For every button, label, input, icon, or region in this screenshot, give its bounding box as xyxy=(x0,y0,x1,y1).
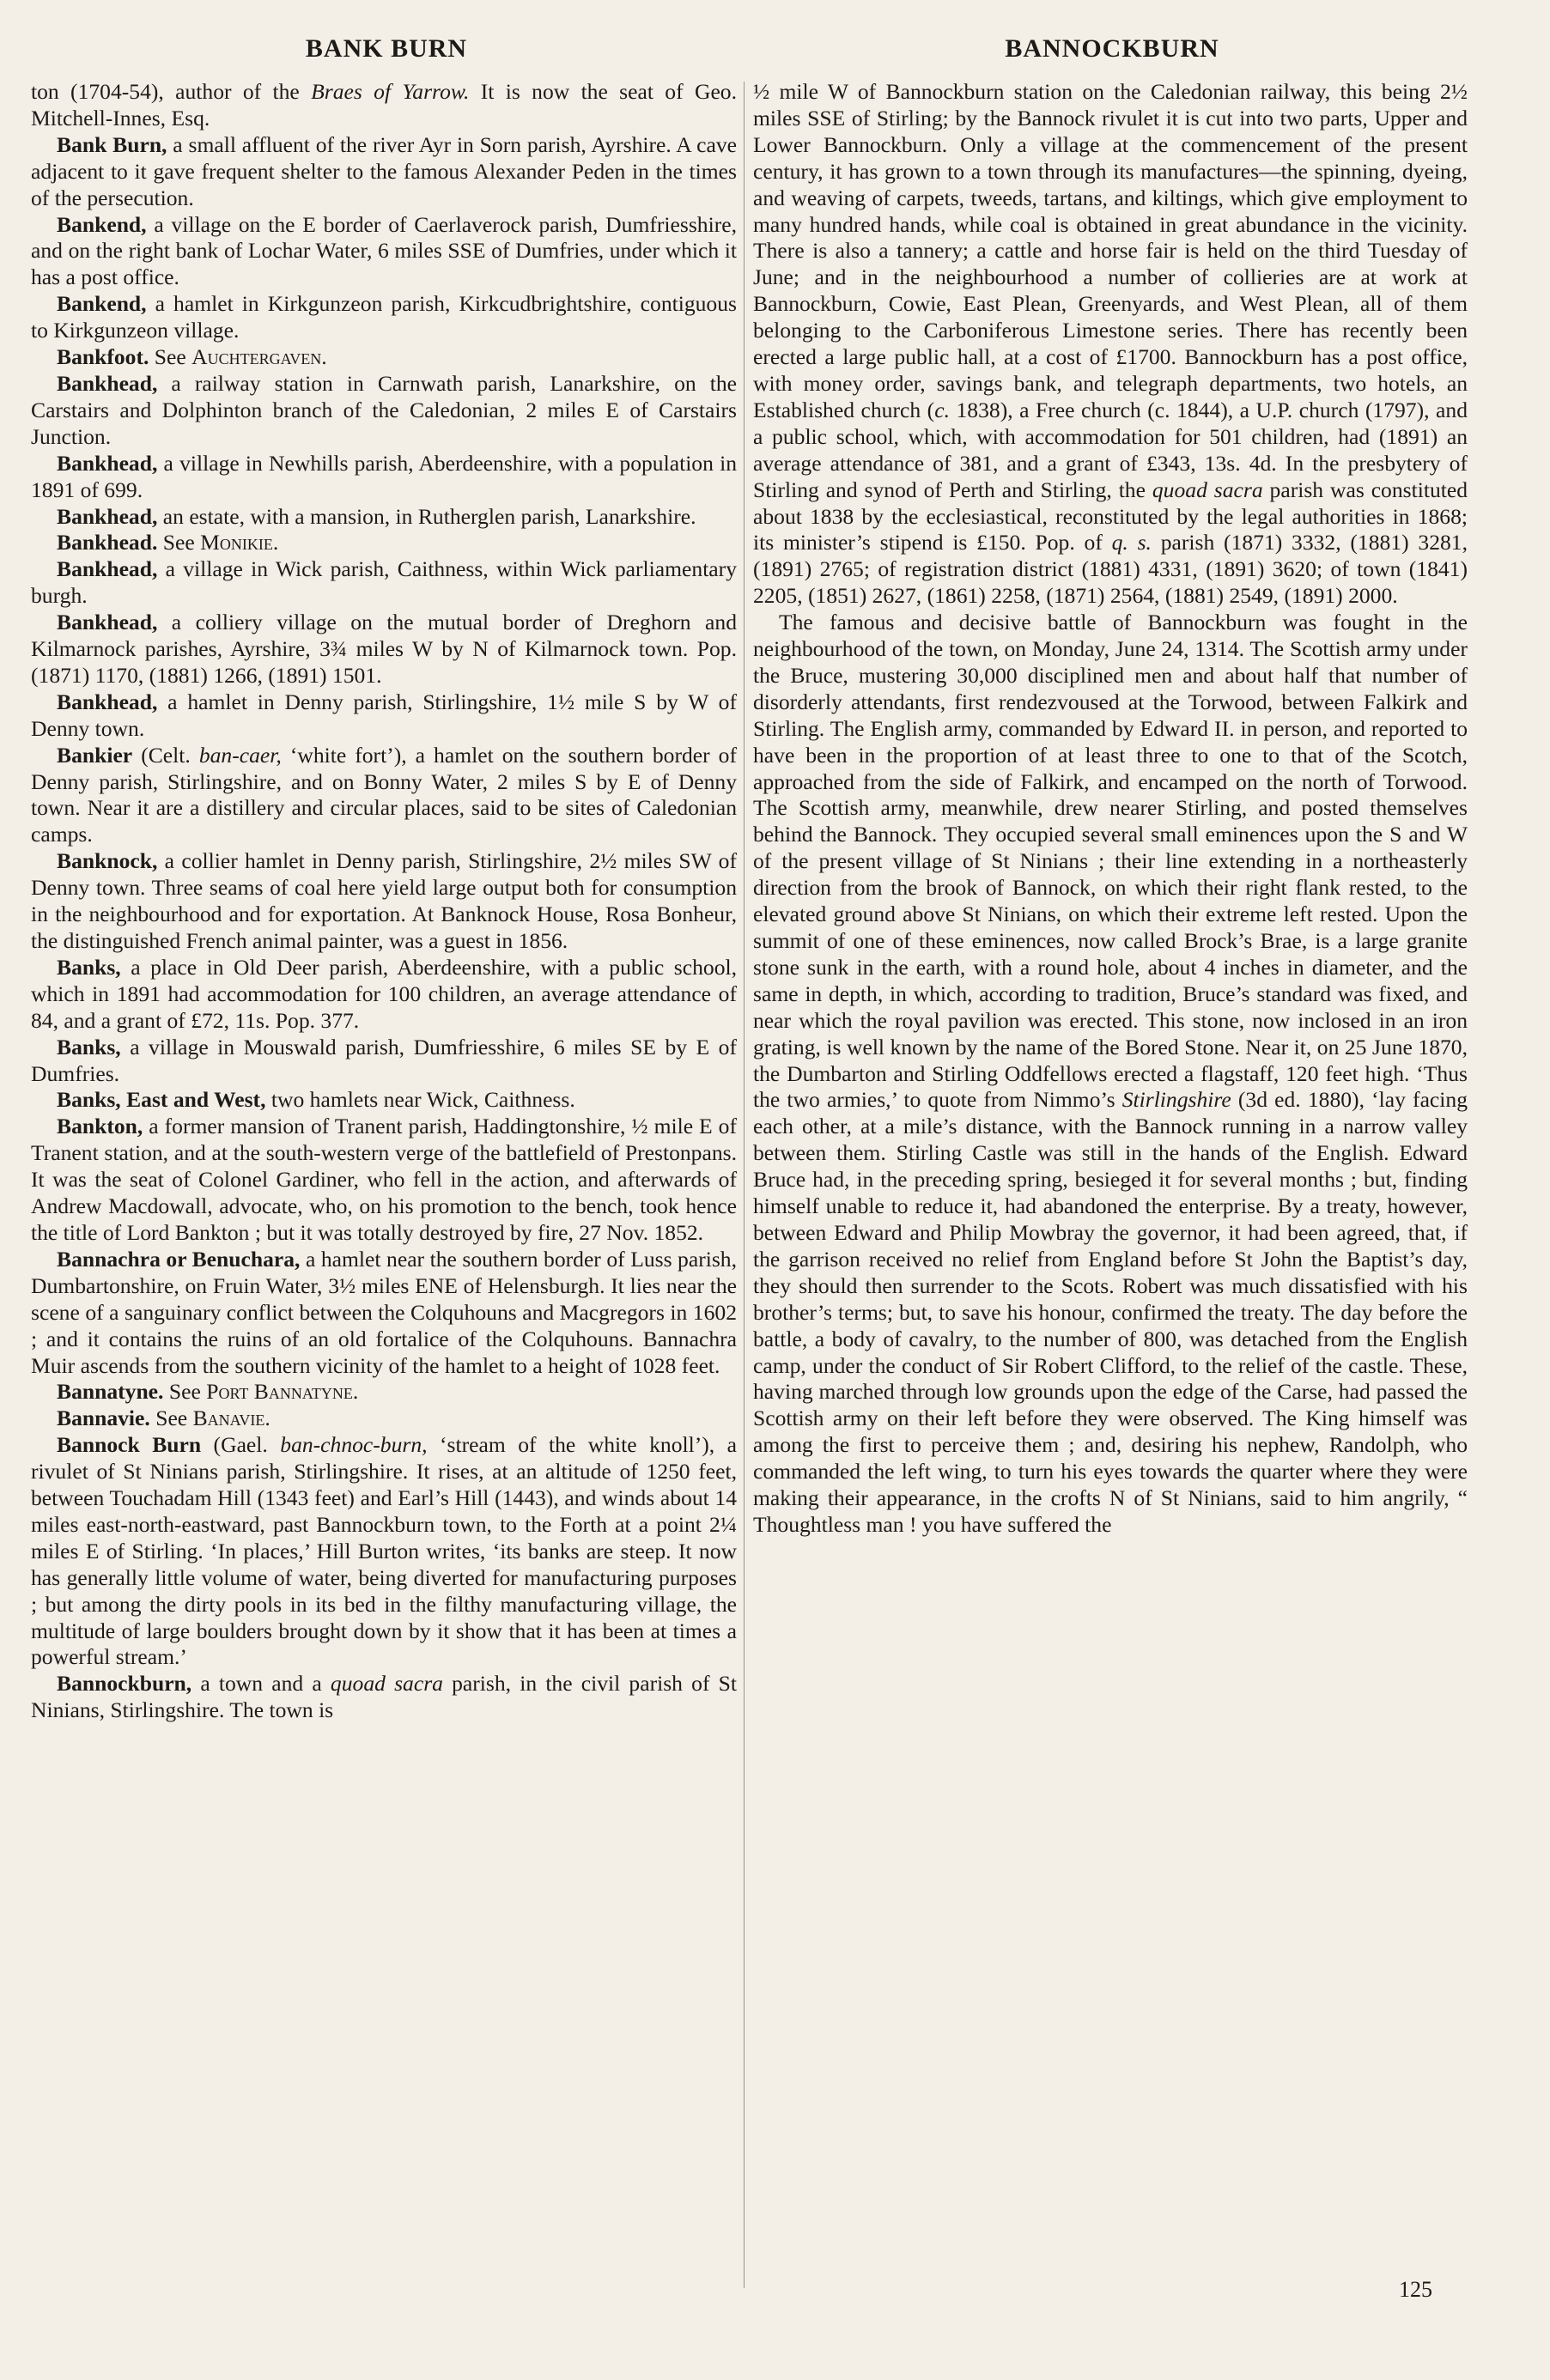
page-number: 125 xyxy=(1399,2277,1432,2302)
headword: Bannatyne. xyxy=(57,1379,164,1405)
headword: Bank Burn, xyxy=(57,131,167,157)
entry: Bannavie. See Banavie. xyxy=(57,1406,270,1431)
entry: Bankhead, a colliery village on the mutual border of Dreghorn and Kilmarnock parishes, Ayrshire, 3¾ miles W by N of Kilmarnock town. Pop. (1871) 1170, (1881) 1266, (1891) 1501. xyxy=(31,610,737,688)
entry: Bankend, a hamlet in Kirkgunzeon parish, Kirkcudbrightshire, contiguous to Kirkgunzeon village. xyxy=(31,291,737,343)
headword: Bankend, xyxy=(57,291,147,317)
headword: Bankton, xyxy=(57,1114,143,1139)
headword: Bankend, xyxy=(57,211,147,237)
entry: Bankton, a former mansion of Tranent parish, Haddingtonshire, ½ mile E of Tranent station, and at the south-western verge of the battlefield of Prestonpans. It was the seat of Colonel Gardiner, who fell in the action, and afterwards of Andrew Macdowall, advocate, who, on his promotion to the bench, took hence the title of Lord Bankton ; but it was totally destroyed by fire, 27 Nov. 1852. xyxy=(31,1114,737,1245)
headword: Bannavie. xyxy=(57,1406,150,1431)
headword: Bankier xyxy=(57,742,133,768)
entry: Bankhead, a hamlet in Denny parish, Stirlingshire, 1½ mile S by W of Denny town. xyxy=(31,689,737,741)
entry: Banks, East and West, two hamlets near Wick, Caithness. xyxy=(57,1087,575,1113)
headword: Bankfoot. xyxy=(57,344,149,370)
entry: Banks, a place in Old Deer parish, Aberdeenshire, with a public school, which in 1891 had accommodation for 100 children, an average attendance of 84, and a grant of £72, 11s. Pop. 377. xyxy=(31,954,737,1033)
entry: Bannachra or Benuchara, a hamlet near the southern border of Luss parish, Dumbartonshire, on Fruin Water, 3½ miles ENE of Helensburgh. It lies near the scene of a sanguinary conflict between the Colquhouns and Macgregors in 1602 ; and it contains the ruins of an old fortalice of the Colquhouns. Bannachra Muir ascends from the southern vicinity of the hamlet to a height of 1028 feet. xyxy=(31,1246,738,1378)
entry: Bankhead, an estate, with a mansion, in Rutherglen parish, Lanarkshire. xyxy=(57,503,696,529)
headword: Bankhead, xyxy=(57,556,158,582)
entry: Bankhead, a village in Newhills parish, Aberdeenshire, with a population in 1891 of 699. xyxy=(31,450,737,502)
running-head-right: BANNOCKBURN xyxy=(1005,34,1219,63)
column-divider xyxy=(744,82,745,2288)
headword: Bankhead, xyxy=(57,689,158,714)
right-column xyxy=(753,79,1468,1539)
headword: Banks, xyxy=(57,954,121,980)
entry: Bankhead. See Monikie. xyxy=(57,530,279,556)
headword: Bankhead, xyxy=(57,450,158,476)
headword: Banks, xyxy=(57,1034,121,1059)
entry: Bankfoot. See Auchtergaven. xyxy=(57,344,327,370)
entry: Banks, a village in Mouswald parish, Dumfriesshire, 6 miles SE by E of Dumfries. xyxy=(31,1034,737,1086)
entry: Bankhead, a village in Wick parish, Caithness, within Wick parliamentary burgh. xyxy=(31,556,737,609)
headword: Bannachra or Benuchara, xyxy=(57,1246,301,1272)
entry-text: ton (1704-54), author of the Braes of Yarrow. It is now the seat of Geo. Mitchell-Innes, Esq. xyxy=(31,79,737,131)
entry: Bannatyne. See Port Bannatyne. xyxy=(57,1379,359,1405)
headword: Bankhead, xyxy=(57,503,158,529)
entry: Bankier (Celt. ban-caer, ‘white fort’), a hamlet on the southern border of Denny parish, Stirlingshire, and on Bonny Water, 2 miles S by E of Denny town. Near it are a distillery and circular places, said to be sites of Caledonian camps. xyxy=(31,742,737,847)
entry: Bannock Burn (Gael. ban-chnoc-burn, ‘stream of the white knoll’), a rivulet of St Ninians parish, Stirlingshire. It rises, at an altitude of 1250 feet, between Touchadam Hill (1343 feet) and Earl’s Hill (1443), and winds about 14 miles east-north-eastward, past Bannockburn town, to the Forth at a point 2¼ miles E of Stirling. ‘In places,’ Hill Burton writes, ‘its banks are steep. It now has generally little volume of water, being diverted for manufacturing purposes ; but among the dirty pools in its bed in the filthy manufacturing village, the multitude of large boulders brought down by it show that it has been at times a powerful stream.’ xyxy=(31,1432,737,1670)
entry: Bankhead, a railway station in Carnwath parish, Lanarkshire, on the Carstairs and Dolphinton branch of the Caledonian, 2 miles E of Carstairs Junction. xyxy=(31,370,737,449)
running-head-left: BANK BURN xyxy=(305,34,468,63)
headword: Bankhead, xyxy=(57,610,158,635)
entry: Banknock, a collier hamlet in Denny parish, Stirlingshire, 2½ miles SW of Denny town. Three seams of coal here yield large output both for consumption in the neighbourhood and for exportation. At Banknock House, Rosa Bonheur, the distinguished French animal painter, was a guest in 1856. xyxy=(31,848,737,953)
headword: Bankhead, xyxy=(57,370,158,396)
entry-text: ½ mile W of Bannockburn station on the Caledonian railway, this being 2½ miles SSE of Stirling; by the Bannock rivulet it is cut into two parts, Upper and Lower Bannockburn. Only a village at the commencement of the present century, it has grown to a town through its manufactures—the spinning, dyeing, and weaving of carpets, tweeds, tartans, and kiltings, which give employment to many hundred hands, while coal is obtained in great abundance in the vicinity. There is also a tannery; a cattle and horse fair is held on the third Tuesday of June; and in the neighbourhood a number of collieries are at work at Bannockburn, Cowie, East Plean, Greenyards, and West Plean, all of them belonging to the Carboniferous Limestone series. There has recently been erected a large public hall, at a cost of £1700. Bannockburn has a post office, with money order, savings bank, and telegraph departments, two hotels, an Established church (c. 1838), a Free church (c. 1844), a U.P. church (1797), and a public school, which, with accommodation for 501 children, had (1891) an average attendance of 381, and a grant of £343, 13s. 4d. In the presbytery of Stirling and synod of Perth and Stirling, the quoad sacra parish was constituted about 1838 by the ecclesiastical, reconstituted by the legal authorities in 1868; its minister’s stipend is £150. Pop. of q. s. parish (1871) 3332, (1881) 3281, (1891) 2765; of registration district (1881) 4331, (1891) 3620; of town (1841) 2205, (1851) 2627, (1861) 2258, (1871) 2564, (1881) 2549, (1891) 2000. xyxy=(753,79,1468,609)
headword: Bankhead. xyxy=(57,530,158,556)
entry: Bankend, a village on the E border of Caerlaverock parish, Dumfriesshire, and on the right bank of Lochar Water, 6 miles SSE of Dumfries, under which it has a post office. xyxy=(31,211,737,290)
headword: Bannock Burn xyxy=(57,1432,202,1458)
headword: Banknock, xyxy=(57,848,158,874)
headword: Bannockburn, xyxy=(57,1671,192,1697)
headword: Banks, East and West, xyxy=(57,1087,266,1113)
entry: Bannockburn, a town and a quoad sacra parish, in the civil parish of St Ninians, Stirlingshire. The town is xyxy=(31,1671,737,1723)
left-column xyxy=(31,79,737,1724)
paragraph: The famous and decisive battle of Bannockburn was fought in the neighbourhood of the town, on Monday, June 24, 1314. The Scottish army under the Bruce, mustering 30,000 disciplined men and about half that number of disorderly attendants, first rendezvoused at the Torwood, between Falkirk and Stirling. The English army, commanded by Edward II. in person, and reported to have been in the proportion of at least three to one to that of the Scotch, approached from the side of Falkirk, and encamped on the north of Torwood. The Scottish army, meanwhile, drew nearer Stirling, and posted themselves behind the Bannock. They occupied several small eminences upon the S and W of the present village of St Ninians ; their line extending in a northeasterly direction from the brook of Bannock, on which their right flank rested, to the elevated ground above St Ninians, on which their extreme left rested. Upon the summit of one of these eminences, now called Brock’s Brae, is a large granite stone sunk in the earth, with a round hole, about 4 inches in diameter, and the same in depth, in which, according to tradition, Bruce’s standard was fixed, and near which the royal pavilion was erected. This stone, now inclosed in an iron grating, is well known by the name of the Bored Stone. Near it, on 25 June 1870, the Dumbarton and Stirling Oddfellows erected a flagstaff, 120 feet high. ‘Thus the two armies,’ to quote from Nimmo’s Stirlingshire (3d ed. 1880), ‘lay facing each other, at a mile’s distance, with the Bannock running in a narrow valley between them. Stirling Castle was still in the hands of the English. Edward Bruce had, in the preceding spring, besieged it for several months ; but, finding himself unable to reduce it, had abandoned the enterprise. By a treaty, however, between Edward and Philip Mowbray the governor, it had been agreed, that, if the garrison received no relief from England before St John the Baptist’s day, they should then surrender to the Scots. Robert was much dissatisfied with his brother’s terms; but, to save his honour, confirmed the treaty. The day before the battle, a body of cavalry, to the number of 800, was detached from the English camp, under the conduct of Sir Robert Clifford, to the relief of the castle. These, having marched through low grounds upon the edge of the Carse, had passed the Scottish army on their left before they were observed. The King himself was among the first to perceive them ; and, desiring his nephew, Randolph, who commanded the left wing, to turn his eyes towards the quarter where they were making their appearance, in the crofts N of St Ninians, said to him angrily, “ Thoughtless man ! you have suffered the xyxy=(753,610,1468,1537)
entry: Bank Burn, a small affluent of the river Ayr in Sorn parish, Ayrshire. A cave adjacent to it gave frequent shelter to the famous Alexander Peden in the times of the persecution. xyxy=(31,131,737,210)
